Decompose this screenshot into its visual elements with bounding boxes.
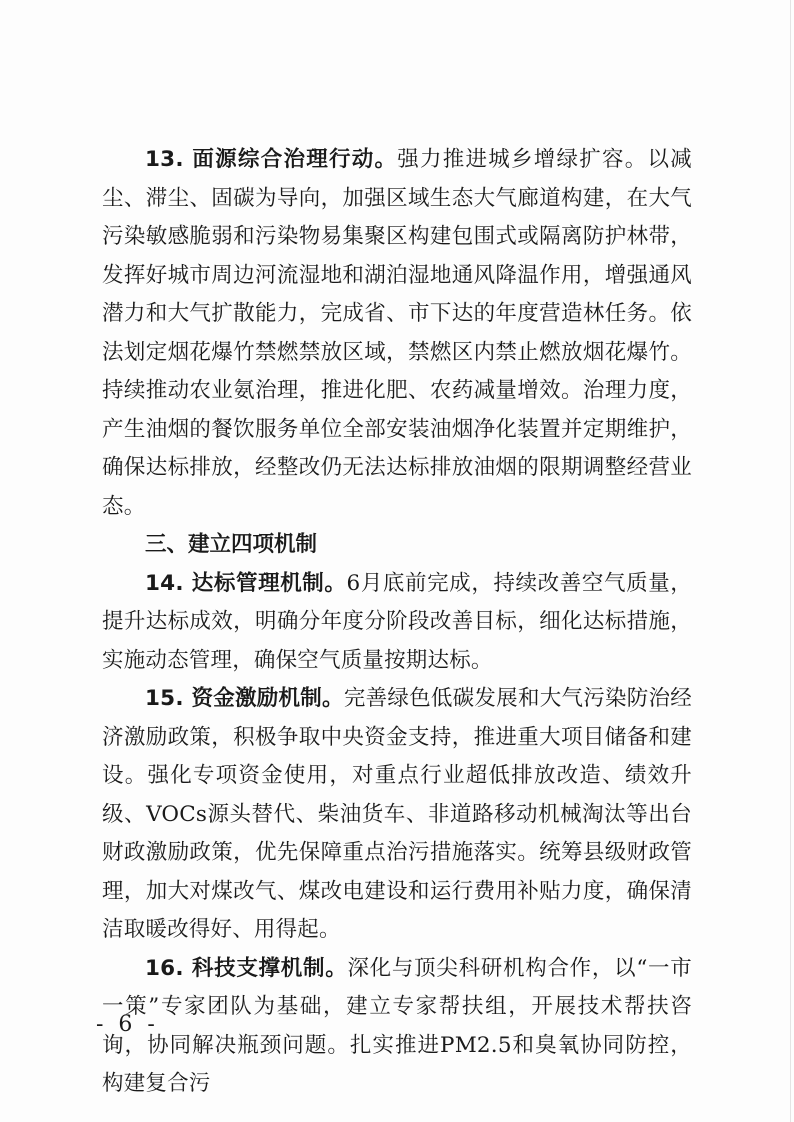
document-body [102,141,692,1104]
item-15-text: 完善绿色低碳发展和大气污染防治经济激励政策，积极争取中央资金支持，推进重大项目储备和建设。强化专项资金使用，对重点行业超低排放改造、绩效升级、VOCs源头替代、柴油货车、非道路移动机械淘汰等出台财政激励政策，优先保障重点治污措施落实。统筹县级财政管理，加大对煤改气、煤改电建设和运行费用补贴力度，确保清洁取暖改得好、用得起。 [102,686,693,942]
item-13-heading: 13. 面源综合治理行动。 [145,147,398,172]
item-15-heading: 15. 资金激励机制。 [145,686,344,711]
section-heading-3: 三、建立四项机制 [145,532,318,557]
paragraph-item-13 [102,141,692,526]
paragraph-item-16 [102,950,692,1104]
paragraph-item-14 [102,565,692,681]
item-14-text: 6月底前完成，持续改善空气质量，提升达标成效，明确分年度分阶段改善目标，细化达标措施，实施动态管理，确保空气质量按期达标。 [102,570,692,673]
scan-edge-line [790,0,791,1122]
paragraph-item-15 [102,680,692,950]
item-13-text: 强力推进城乡增绿扩容。以减尘、滞尘、固碳为导向，加强区域生态大气廊道构建，在大气污染敏感脆弱和污染物易集聚区构建包围式或隔离防护林带，发挥好城市周边河流湿地和湖泊湿地通风降温作用，增强通风潜力和大气扩散能力，完成省、市下达的年度营造林任务。依法划定烟花爆竹禁燃禁放区域，禁燃区内禁止燃放烟花爆竹。持续推动农业氨治理，推进化肥、农药减量增效。治理力度，产生油烟的餐饮服务单位全部安装油烟净化装置并定期维护，确保达标排放，经整改仍无法达标排放油烟的限期调整经营业态。 [102,147,692,519]
item-14-heading: 14. 达标管理机制。 [145,570,347,596]
item-16-heading: 16. 科技支撑机制。 [145,955,348,981]
page-number: - 6 - [96,1012,159,1037]
item-16-text: 深化与顶尖科研机构合作，以“一市一策”专家团队为基础，建立专家帮扶组，开展技术帮扶咨询，协同解决瓶颈问题。扎实推进PM2.5和臭氧协同防控，构建复合污 [102,955,692,1096]
